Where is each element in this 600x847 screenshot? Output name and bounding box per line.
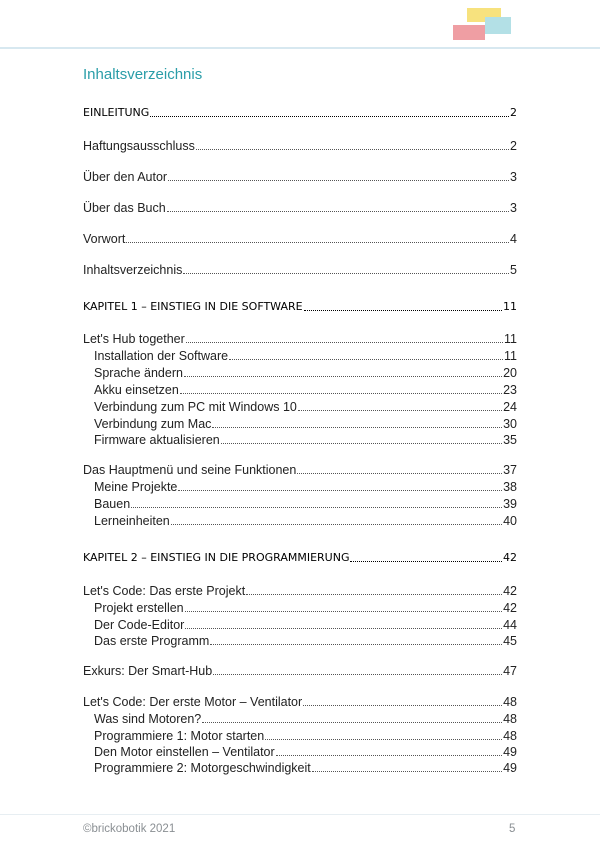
toc-leader-dots [350,560,502,562]
toc-entry-label: Firmware aktualisieren [94,433,220,447]
toc-entry-label: KAPITEL 2 – EINSTIEG IN DIE PROGRAMMIERUNG [83,551,350,564]
toc-leader-dots [183,272,509,274]
footer-rule [0,814,600,815]
toc-entry-label: Let's Code: Das erste Projekt [83,584,246,598]
toc-entry-page: 3 [510,201,517,215]
toc-leader-dots [246,593,502,595]
toc-entry-label: Das erste Programm [94,634,210,648]
toc-leader-dots [303,704,502,706]
toc-entry[interactable] [83,168,517,184]
toc-entry-page: 11 [504,332,517,346]
toc-leader-dots [265,738,502,740]
toc-leader-dots [298,409,502,411]
toc-entry[interactable] [83,364,517,380]
header-rule [0,47,600,49]
toc-entry[interactable] [83,347,517,363]
toc-entry-page: 35 [503,433,517,447]
toc-entry-page: 48 [503,712,517,726]
toc-entry-label: Haftungsausschluss [83,139,195,153]
toc-entry[interactable] [83,632,517,648]
toc-leader-dots [213,673,502,675]
toc-entry[interactable] [83,662,517,678]
toc-entry[interactable] [83,330,517,346]
toc-entry-label: Der Code-Editor [94,618,185,632]
toc-entry-label: Exkurs: Der Smart-Hub [83,664,213,678]
toc-leader-dots [210,643,502,645]
toc-entry-label: Inhaltsverzeichnis [83,263,183,277]
toc-entry-page: 48 [503,729,517,743]
toc-entry[interactable] [83,261,517,277]
toc-entry-label: Was sind Motoren? [94,712,202,726]
toc-leader-dots [180,392,502,394]
toc-leader-dots [185,627,502,629]
toc-entry-page: 39 [503,497,517,511]
toc-entry-page: 23 [503,383,517,397]
toc-leader-dots [196,148,509,150]
toc-entry-page: 40 [503,514,517,528]
toc-entry[interactable] [83,398,517,414]
toc-entry-label: Bauen [94,497,131,511]
toc-leader-dots [185,610,502,612]
toc-entry[interactable] [83,461,517,477]
footer-copyright: ©brickobotik 2021 [83,823,176,835]
toc-entry-label: Sprache ändern [94,366,183,380]
toc-entry-label: Über das Buch [83,201,166,215]
toc-entry-page: 48 [503,695,517,709]
toc-entry[interactable] [83,104,517,120]
toc-entry-label: Akku einsetzen [94,383,179,397]
toc-entry[interactable] [83,759,517,775]
toc-leader-dots [150,115,509,117]
toc-entry-page: 24 [503,400,517,414]
toc-entry[interactable] [83,415,517,431]
toc-entry[interactable] [83,199,517,215]
toc-entry[interactable] [83,495,517,511]
toc-entry-page: 49 [503,761,517,775]
toc-entry-page: 37 [503,463,517,477]
toc-entry-page: 42 [503,601,517,615]
toc-entry-page: 30 [503,417,517,431]
toc-entry-page: 38 [503,480,517,494]
toc-entry[interactable] [83,478,517,494]
toc-entry-page: 44 [503,618,517,632]
toc-entry[interactable] [83,743,517,759]
toc-entry-page: 2 [510,139,517,153]
toc-entry[interactable] [83,710,517,726]
toc-entry-label: Lerneinheiten [94,514,170,528]
toc-leader-dots [168,179,509,181]
toc-entry-page: 5 [510,263,517,277]
decor-square-blue [485,17,511,34]
toc-leader-dots [202,721,502,723]
toc-entry-page: 45 [503,634,517,648]
toc-entry-label: Meine Projekte [94,480,178,494]
toc-entry-label: Programmiere 2: Motorgeschwindigkeit [94,761,311,775]
toc-entry[interactable] [83,298,517,314]
toc-leader-dots [312,770,502,772]
toc-leader-dots [167,210,509,212]
toc-entry[interactable] [83,549,517,565]
toc-entry-page: 2 [510,106,517,119]
toc-leader-dots [178,489,502,491]
toc-leader-dots [229,358,503,360]
toc-entry-label: Das Hauptmenü und seine Funktionen [83,463,297,477]
toc-entry-page: 20 [503,366,517,380]
toc-entry-label: Verbindung zum PC mit Windows 10 [94,400,297,414]
toc-entry-label: Let's Hub together [83,332,185,346]
toc-entry[interactable] [83,582,517,598]
toc-leader-dots [212,426,502,428]
toc-leader-dots [186,341,503,343]
toc-entry[interactable] [83,381,517,397]
toc-entry-label: Projekt erstellen [94,601,184,615]
toc-entry-page: 4 [510,232,517,246]
toc-entry-page: 11 [504,349,517,363]
toc-entry-label: Programmiere 1: Motor starten [94,729,265,743]
toc-entry[interactable] [83,616,517,632]
toc-entry-page: 11 [503,300,517,313]
toc-entry-page: 49 [503,745,517,759]
toc-entry[interactable] [83,230,517,246]
toc-entry-label: Über den Autor [83,170,168,184]
footer-page-number: 5 [509,823,516,835]
toc-entry-label: KAPITEL 1 – EINSTIEG IN DIE SOFTWARE [83,300,303,313]
toc-entry-label: Installation der Software [94,349,229,363]
toc-entry[interactable] [83,599,517,615]
toc-entry-page: 47 [503,664,517,678]
page-title: Inhaltsverzeichnis [83,66,203,83]
toc-entry-label: Vorwort [83,232,126,246]
toc-entry[interactable] [83,727,517,743]
toc-entry[interactable] [83,431,517,447]
toc-entry-page: 42 [503,551,517,564]
toc-entry-label: EINLEITUNG [83,106,150,119]
toc-leader-dots [304,309,502,311]
toc-entry-label: Verbindung zum Mac [94,417,212,431]
toc-leader-dots [131,506,502,508]
toc-entry-label: Den Motor einstellen – Ventilator [94,745,275,759]
toc-leader-dots [276,754,502,756]
toc-entry-page: 3 [510,170,517,184]
toc-leader-dots [297,472,502,474]
toc-entry-label: Let's Code: Der erste Motor – Ventilator [83,695,303,709]
toc-leader-dots [126,241,509,243]
toc-leader-dots [171,523,502,525]
toc-entry[interactable] [83,137,517,153]
toc-entry[interactable] [83,693,517,709]
decor-square-red [453,25,485,40]
toc-entry-page: 42 [503,584,517,598]
toc-leader-dots [184,375,502,377]
toc-entry[interactable] [83,512,517,528]
toc-leader-dots [221,442,502,444]
